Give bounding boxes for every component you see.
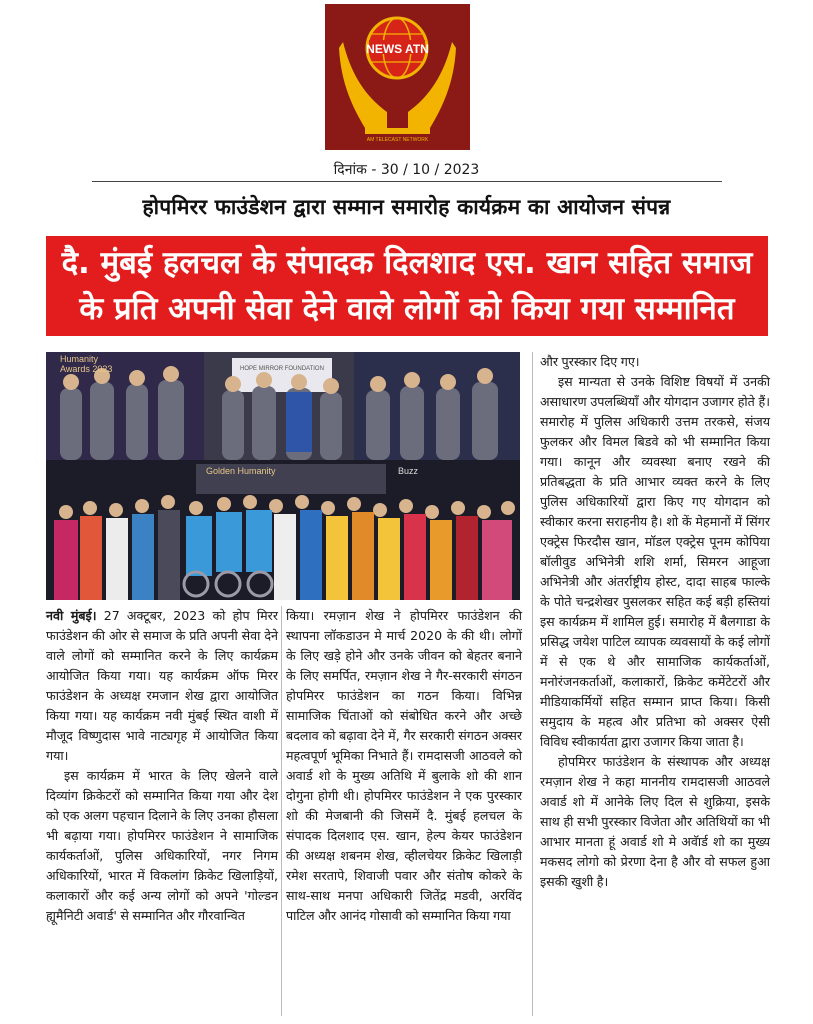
logo-brand-text: NEWS ATN (366, 42, 429, 56)
article-paragraph: और पुरस्कार दिए गए। (540, 354, 640, 369)
article-paragraph (46, 606, 278, 766)
article-paragraph: इस कार्यक्रम में भारत के लिए खेलने वाले दिव्यांग क्रिकेटरों को सम्मानित किया गया और देश को एक अलग पहचान दिलाने के लिए उनका हौसला भी बढ़ाया गया। होपमिरर फाउंडेशन ने सामाजिक कार्यकर्ताओं, पुलिस अधिकारियों, नगर निगम अधिकारियों, भारत में विकलांग क्रिकेट खिलाड़ियों, कलाकारों और कई अन्य लोगों को अपने 'गोल्डन ह्यूमैनिटी अवार्ड' से सम्मानित और गौरवान्वित (46, 768, 278, 923)
column-divider (532, 352, 533, 1016)
publication-date: दिनांक - 30 / 10 / 2023 (333, 162, 480, 178)
banner-line-1: दै. मुंबई हलचल के संपादक दिलशाद एस. खान सहित समाज (61, 245, 753, 281)
news-atn-logo (325, 4, 470, 150)
column-divider (281, 606, 282, 1016)
event-photo-collage (46, 352, 520, 600)
stage-text-foundation: HOPE MIRROR FOUNDATION (240, 366, 324, 372)
article-column-2 (286, 606, 522, 926)
article-column-1 (46, 606, 278, 926)
article-paragraph: होपमिरर फाउंडेशन के संस्थापक और अध्यक्ष रमज़ान शेख ने कहा माननीय रामदासजी आठवले अवार्ड शो में आनेके लिए दिल से शुक्रिया, इसके साथ ही सभी पुरस्कार विजेता और अतिथियों का भी आभार मानता हूं अवार्ड शो मे अवॅार्ड शो का मुख्य मकसद लोगो को प्रेरणा देना है और वो सफल हुआ इसकी खुशी है। (540, 754, 770, 889)
red-banner-headline (46, 236, 768, 336)
hands-holding-globe-icon (325, 4, 470, 150)
stage-text-golden-humanity: Golden Humanity (206, 466, 276, 476)
stage-text-buzz: Buzz (398, 466, 419, 476)
article-paragraph: किया। रमज़ान शेख ने होपमिरर फाउंडेशन की स्थापना लॉकडाउन मे मार्च 2020 के की थी। लोगों के लिए खड़े होने और उनके जीवन को बेहतर बनाने के लिए समर्पित, रमज़ान शेख ने गैर-सरकारी संगठन होपमिरर फाउंडेशन का गठन किया। विभिन्न सामाजिक चिंताओं को संबोधित करने और अच्छे बदलाव को बढ़ावा देने में, गैर सरकारी संगठन अक्सर महत्वपूर्ण भूमिका निभाते हैं। रामदासजी आठवले को अवार्ड शो के मुख्य अतिथि में बुलाके शो की शान दोगुना होगी थी। होपमिरर फाउंडेशन ने एक पुरस्कार शो की मेजबानी की जिसमें दै. मुंबई हलचल के संपादक दिलशाद एस. खान, हेल्प केयर फाउंडेशन की अध्यक्ष शबनम शेख, व्हीलचेयर क्रिकेट खिलाड़ी रमेश सरतापे, शिवाजी पवार और संतोष कोकरे के साथ-साथ मनपा अधिकारी जितेंद्र मडवी, अरविंद पाटिल और आनंद गोसावी को सम्मानित किया गया (286, 608, 522, 923)
divider-line (92, 181, 722, 182)
stage-text-humanity-awards: Humanity Awards 2023 (60, 354, 113, 374)
paragraph-text: 27 अक्टूबर, 2023 को होप मिरर फाउंडेशन की ओर से समाज के प्रति अपनी सेवा देने वाले लोगों को सम्मानित करने के लिए कार्यक्रम आयोजित किया गया। यह कार्यक्रम ऑफ मिरर फाउंडेशन के अध्यक्ष रमजान शेख द्वारा आयोजित किया गया। यह कार्यक्रम नवी मुंबई स्थित वाशी में मौजूद विष्णुदास भावे नाट्यगृह में आयोजित किया गया। (46, 608, 278, 763)
headline: होपमिरर फाउंडेशन द्वारा सम्मान समारोह कार्यक्रम का आयोजन संपन्न (142, 195, 671, 219)
event-photo (46, 352, 520, 600)
article-column-3 (540, 352, 770, 892)
banner-line-2: के प्रति अपनी सेवा देने वाले लोगों को किया गया सम्मानित (79, 291, 735, 327)
logo-tagline: AM TELECAST NETWORK (366, 137, 429, 143)
article-paragraph: इस मान्यता से उनके विशिष्ट विषयों में उनकी असाधारण उपलब्धियाँ और योगदान उजागर होते हैं। समारोह में पुलिस अधिकारी उत्तम तरकसे, संजय फुलकर और विमल बिडवे को भी सम्मानित किया गया। कानून और व्यवस्था बनाए रखने की प्रतिबद्धता के प्रति आभार व्यक्त करने के लिए पुलिस अधिकारियों द्वारा किए गए योगदान को स्वीकार करना सराहनीय है। शो कें मेहमानों में सिंगर एक्ट्रेस फिरदौस खान, मॉडल एक्ट्रेस पूनम कोपिया बॉलीवुड अभिनेत्री शशि शर्मा, सिमरन आहूजा अभिनेत्री और अंतर्राष्ट्रीय होस्ट, दादा साहब फाल्के के पोते चन्द्रशेखर पुसलकर सहित कई बड़ी हस्तियां इस कार्यक्रम में शामिल हुई। समारोह में बैलगाडा के प्रसिद्ध जयेश पाटिल व्यापक व्यवसायों के कई लोगों में से एक थे और सामाजिक कार्यकर्ताओं, मनोरंजनकर्ताओं, कलाकारों, क्रिकेट कमेंटेटरों और मीडियाकर्मियों सहित सम्मान प्राप्त किया। किसी समुदाय के महत्व और प्रतिभा को अक्सर ऐसी विविध स्वीकार्यता द्वारा उजागर किया जाता है। (540, 374, 770, 749)
dateline: नवी मुंबई। (46, 608, 97, 623)
